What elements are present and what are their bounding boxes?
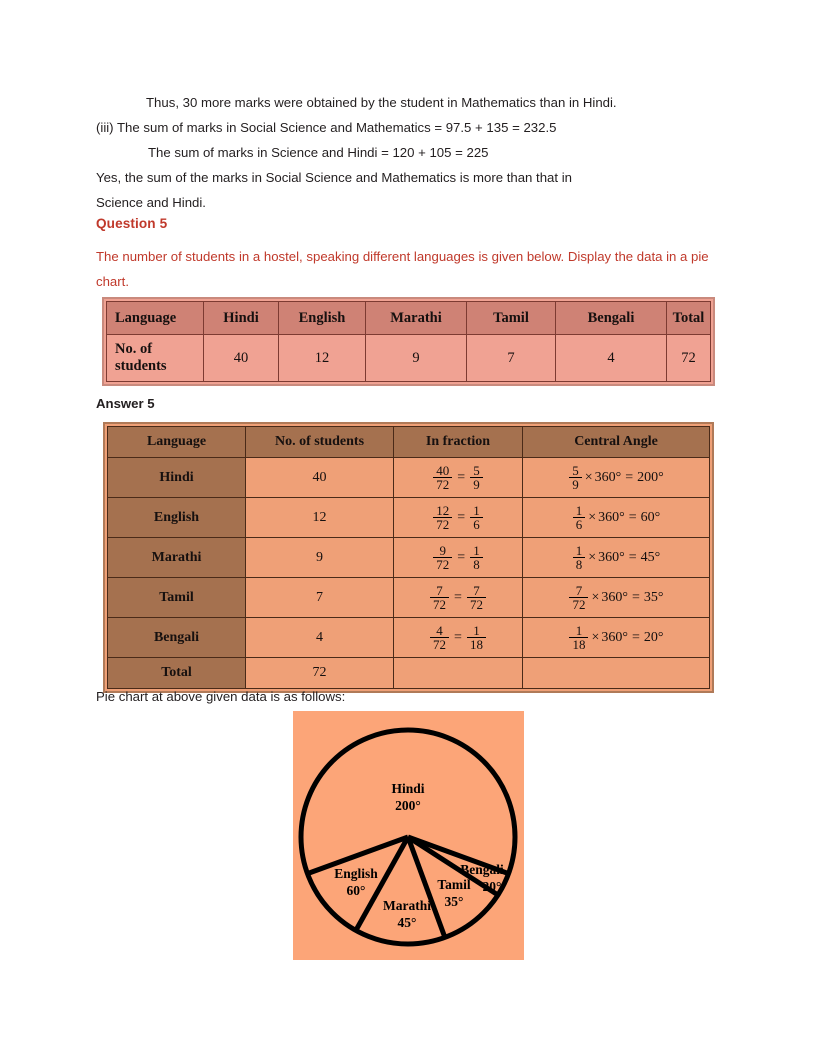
t2-language-tamil: Tamil: [108, 578, 246, 618]
t2-header-students: No. of students: [246, 427, 394, 458]
intro-text-block: [96, 90, 736, 215]
table-row: [108, 578, 710, 618]
t2-header-fraction: In fraction: [394, 427, 523, 458]
pie-label-marathi-name: Marathi: [383, 898, 431, 913]
t2-total-fraction: [394, 658, 523, 689]
pie-label-hindi-angle: 200°: [395, 798, 421, 813]
t2-language-bengali: Bengali: [108, 618, 246, 658]
pie-chart-figure: [293, 711, 524, 960]
intro-line-5: Science and Hindi.: [96, 195, 206, 210]
table-row: [108, 618, 710, 658]
fraction-right: $\frac{7}{72}$: [467, 584, 486, 612]
t2-total-label: Total: [108, 658, 246, 689]
table-row: [108, 498, 710, 538]
answer-heading: Answer 5: [96, 396, 155, 411]
fraction-left: $\frac{12}{72}$: [433, 504, 452, 532]
t2-language-english: English: [108, 498, 246, 538]
t2-angle-bengali: $\frac{1}{18}$ × 360° = 20°: [523, 618, 710, 658]
fraction-right: $\frac{5}{9}$: [470, 464, 483, 492]
angle-fraction: $\frac{7}{72}$: [569, 584, 588, 612]
intro-line-4: Yes, the sum of the marks in Social Science and Mathematics is more than that in: [96, 170, 572, 185]
table-row: [108, 427, 710, 458]
t2-students-bengali: 4: [246, 618, 394, 658]
t1-header-english: English: [279, 302, 366, 335]
pie-label-marathi-angle: 45°: [397, 915, 417, 930]
t1-header-tamil: Tamil: [467, 302, 556, 335]
t2-language-hindi: Hindi: [108, 458, 246, 498]
fraction-right: $\frac{1}{6}$: [470, 504, 483, 532]
pie-label-bengali-angle: 20°: [482, 879, 502, 894]
t2-total-angle: [523, 658, 710, 689]
t2-students-english: 12: [246, 498, 394, 538]
t2-language-marathi: Marathi: [108, 538, 246, 578]
t2-header-language: Language: [108, 427, 246, 458]
t2-students-hindi: 40: [246, 458, 394, 498]
intro-line-3: The sum of marks in Science and Hindi = 120 + 105 = 225: [148, 145, 489, 160]
question-heading: Question 5: [96, 216, 168, 231]
table-row: [107, 335, 711, 382]
pie-label-tamil-angle: 35°: [444, 894, 464, 909]
t2-fraction-tamil: $\frac{7}{72}$ = $\frac{7}{72}$: [394, 578, 523, 618]
t1-row-label: No. of students: [107, 335, 204, 382]
pie-label-hindi-name: Hindi: [391, 781, 425, 796]
pie-label-tamil-name: Tamil: [437, 877, 471, 892]
fraction-left: $\frac{9}{72}$: [433, 544, 452, 572]
angle-fraction: $\frac{1}{6}$: [573, 504, 586, 532]
table-row: [108, 658, 710, 689]
pie-label-english-name: English: [334, 866, 378, 881]
table-row: [107, 302, 711, 335]
t2-angle-marathi: $\frac{1}{8}$ × 360° = 45°: [523, 538, 710, 578]
t1-header-marathi: Marathi: [366, 302, 467, 335]
intro-line-2: (iii) The sum of marks in Social Science and Mathematics = 97.5 + 135 = 232.5: [96, 120, 557, 135]
fraction-left: $\frac{40}{72}$: [433, 464, 452, 492]
angle-fraction: $\frac{1}{18}$: [569, 624, 588, 652]
fraction-right: $\frac{1}{18}$: [467, 624, 486, 652]
fraction-right: $\frac{1}{8}$: [470, 544, 483, 572]
t2-students-tamil: 7: [246, 578, 394, 618]
t1-value-hindi: 40: [204, 335, 279, 382]
question-data-table: [102, 297, 715, 386]
t2-header-central-angle: Central Angle: [523, 427, 710, 458]
pie-label-english-angle: 60°: [346, 883, 366, 898]
pie-label-bengali-name: Bengali: [460, 862, 504, 877]
fraction-left: $\frac{7}{72}$: [430, 584, 449, 612]
t2-angle-hindi: $\frac{5}{9}$ × 360° = 200°: [523, 458, 710, 498]
pie-chart-caption: Pie chart at above given data is as follows:: [96, 689, 346, 704]
t2-fraction-bengali: $\frac{4}{72}$ = $\frac{1}{18}$: [394, 618, 523, 658]
angle-fraction: $\frac{5}{9}$: [569, 464, 582, 492]
t2-angle-english: $\frac{1}{6}$ × 360° = 60°: [523, 498, 710, 538]
angle-fraction: $\frac{1}{8}$: [573, 544, 586, 572]
t1-header-hindi: Hindi: [204, 302, 279, 335]
t1-value-tamil: 7: [467, 335, 556, 382]
t2-fraction-english: $\frac{12}{72}$ = $\frac{1}{6}$: [394, 498, 523, 538]
t1-value-english: 12: [279, 335, 366, 382]
t1-header-bengali: Bengali: [556, 302, 667, 335]
t1-header-language: Language: [107, 302, 204, 335]
t2-fraction-hindi: $\frac{40}{72}$ = $\frac{5}{9}$: [394, 458, 523, 498]
t1-header-total: Total: [667, 302, 711, 335]
table-row: [108, 458, 710, 498]
fraction-left: $\frac{4}{72}$: [430, 624, 449, 652]
t2-students-marathi: 9: [246, 538, 394, 578]
t1-value-total: 72: [667, 335, 711, 382]
question-text: The number of students in a hostel, speaking different languages is given below. Display the data in a pie chart.: [96, 249, 709, 289]
t1-value-bengali: 4: [556, 335, 667, 382]
intro-line-1: Thus, 30 more marks were obtained by the student in Mathematics than in Hindi.: [146, 95, 617, 110]
table-row: [108, 538, 710, 578]
pie-chart-svg: [293, 711, 524, 960]
t2-angle-tamil: $\frac{7}{72}$ × 360° = 35°: [523, 578, 710, 618]
t2-fraction-marathi: $\frac{9}{72}$ = $\frac{1}{8}$: [394, 538, 523, 578]
t2-total-students: 72: [246, 658, 394, 689]
answer-table: [103, 422, 714, 693]
t1-value-marathi: 9: [366, 335, 467, 382]
